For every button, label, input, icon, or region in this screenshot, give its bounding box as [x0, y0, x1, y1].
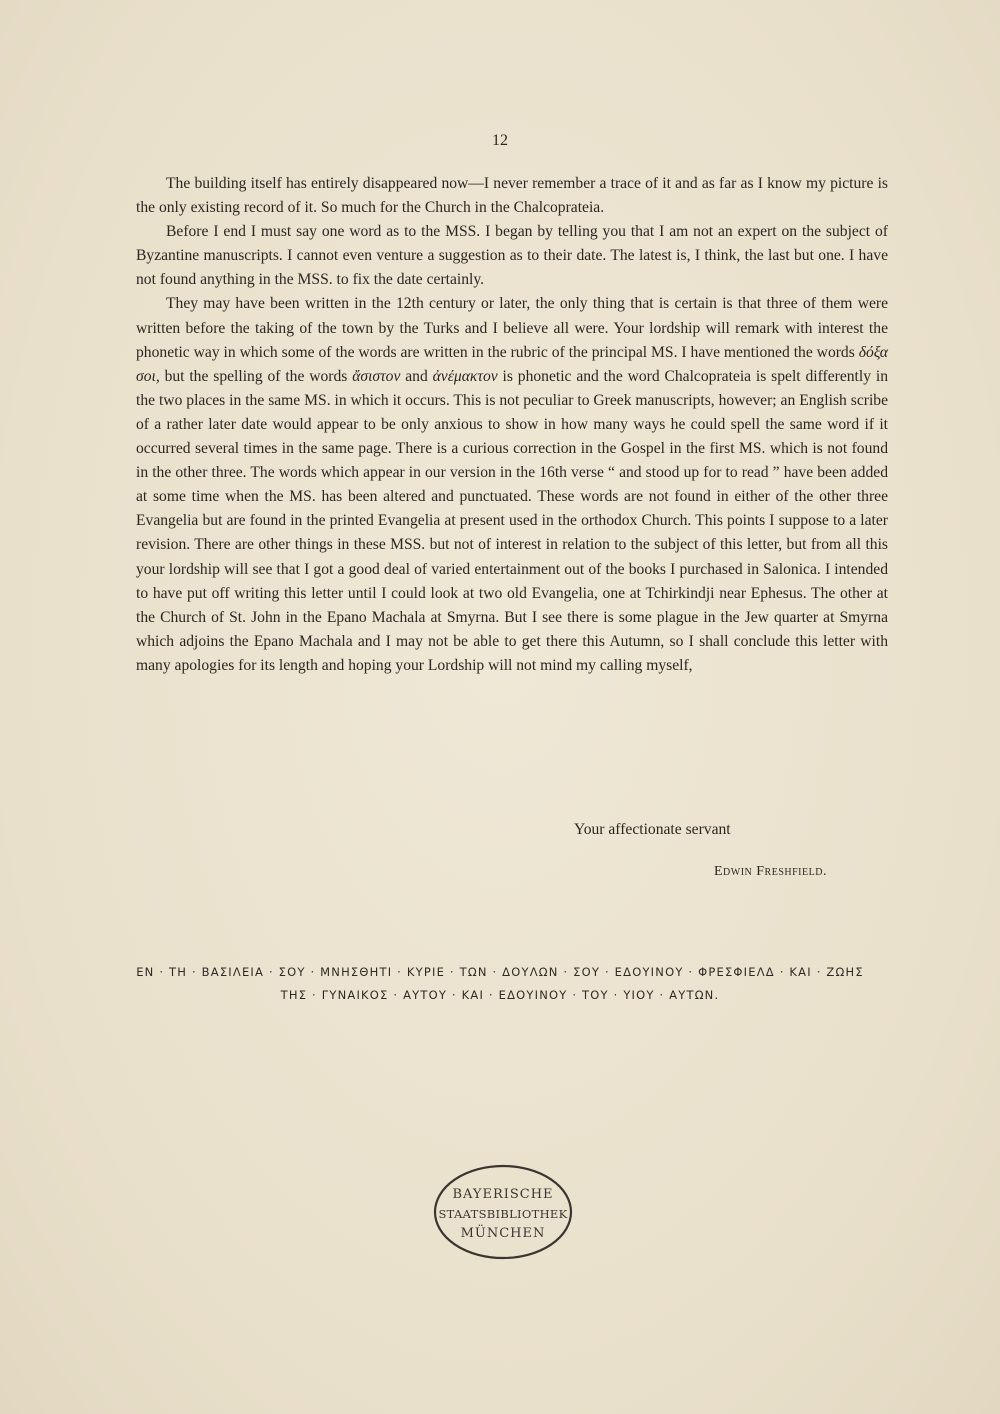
stamp-line-1: BAYERISCHE [452, 1187, 554, 1202]
paragraph-2: Before I end I must say one word as to the MSS. I began by telling you that I am not an expert on the subject of Byzantine manuscripts. I cannot even venture a suggestion as to their date. The latest is, I think, the last but one. I have not found anything in the MSS. to fix the date certainly. [136, 223, 888, 289]
library-stamp [432, 1162, 574, 1262]
stamp-line-2: STAATSBIBLIOTHEK [438, 1207, 568, 1221]
greek-inscription-line-2: ΤΗΣ · ΓΥΝΑΙΚΟΣ · ΑΥΤΟΥ · ΚΑΙ · ΕΔΟΥΙΝΟΥ · ΤΟΥ · ΥΙΟΥ · ΑΥΤΩΝ. [280, 988, 720, 1002]
paragraph-3-text: They may have been written in the 12th century or later, the only thing that is certain is that three of them were written before the taking of the town by the Turks and I believe all were. Your lordship will remark with interest the phonetic way in which some of the words are written in the rubric of the principal MS. I have mentioned the words [136, 295, 888, 361]
greek-word-doxa-soi: δόξα σοι, [136, 343, 888, 385]
page-number: 12 [492, 132, 508, 149]
paragraph-3 [136, 292, 888, 678]
greek-word-asiston: ἄσιστον [352, 367, 401, 385]
greek-word-anemakton: ἀνέμακτον [432, 367, 498, 385]
letter-closing: Your affectionate servant [574, 821, 731, 838]
paragraph-1: The building itself has entirely disappeared now—I never remember a trace of it and as far as I know my picture is the only existing record of it. So much for the Church in the Chalcoprateia. [136, 175, 888, 217]
letter-body [136, 172, 888, 678]
paragraph-3-text: but the spelling of the words [159, 367, 353, 385]
paragraph-3-text: and [400, 367, 433, 385]
stamp-line-3: MÜNCHEN [460, 1226, 546, 1241]
letter-signature: Edwin Freshfield. [714, 864, 827, 879]
paragraph-3-text: is phonetic and the word Chalcoprateia is spelt differently in the two places in the same MS. in which it occurs. This is not peculiar to Greek manuscripts, however; an English scribe of a rather later date would appear to be only anxious to show in how many ways he could spell the same word if it occurred several times in the same page. There is a curious correction in the Gospel in the first MS. which is not found in the other three. The words which appear in our version in the 16th verse “ and stood up for to read ” have been added at some time when the MS. has been altered and punctuated. These words are not found in either of the other three Evangelia but are found in the printed Evangelia at present used in the orthodox Church. This points I suppose to a later revision. There are other things in these MSS. but not of interest in relation to the subject of this letter, but from all this your lordship will see that I got a good deal of varied entertainment out of the books I purchased in Salonica. I intended to have put off writing this letter until I could look at two old Evangelia, one at Tchirkindji near Ephesus. The other at the Church of St. John in the Epano Machala at Smyrna. But I see there is some plague in the Jew quarter at Smyrna which adjoins the Epano Machala and I may not be able to get there this Autumn, so I shall conclude this letter with many apologies for its length and hoping your Lordship will not mind my calling myself, [136, 367, 888, 674]
greek-inscription-line-1: ΕΝ · ΤΗ · ΒΑΣΙΛΕΙΑ · ΣΟΥ · ΜΝΗΣΘΗΤΙ · ΚΥΡΙΕ · ΤΩΝ · ΔΟΥΛΩΝ · ΣΟΥ · ΕΔΟΥΙΝΟΥ · ΦΡΕΣΦΙΕΛΔ · ΚΑΙ · ΖΩΗΣ [136, 965, 864, 979]
